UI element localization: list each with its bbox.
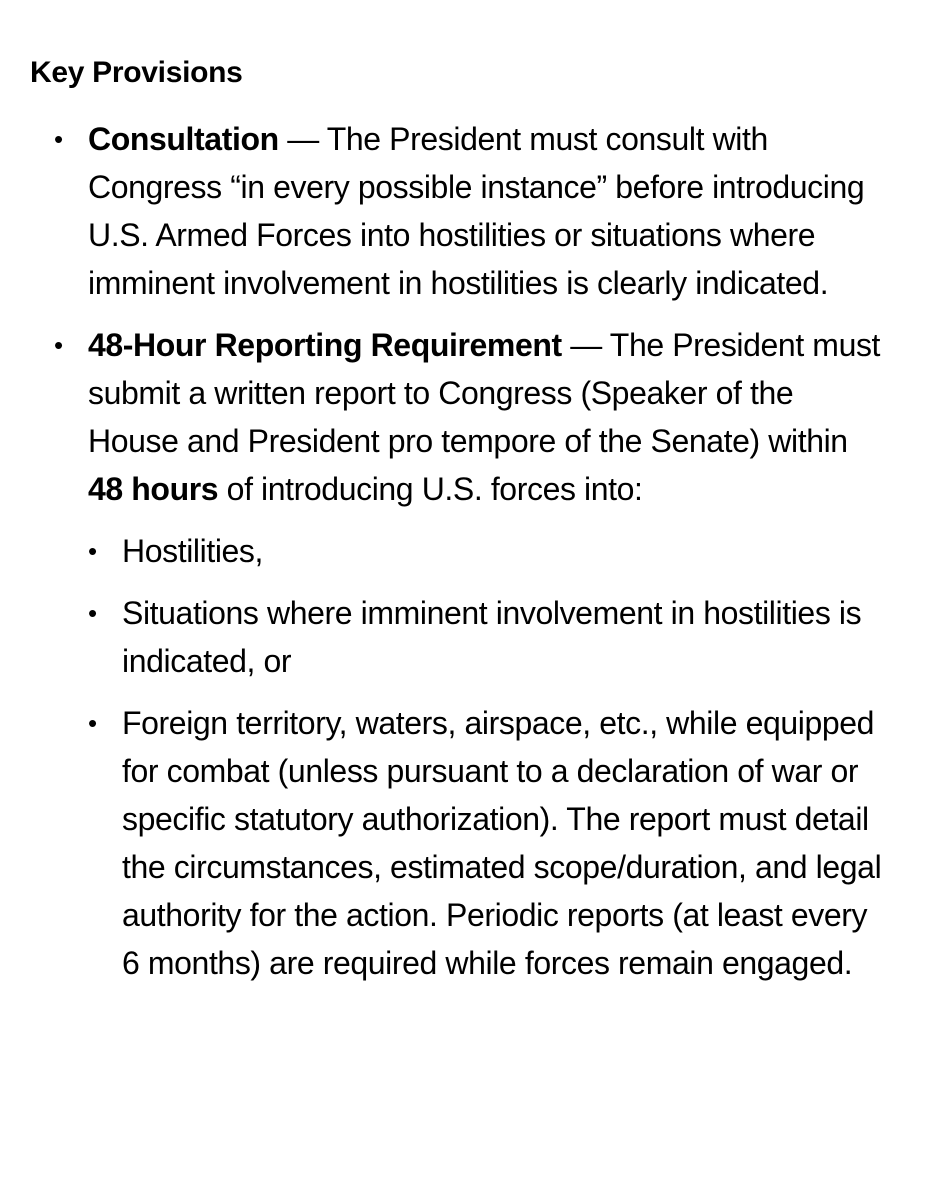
item-text: The President must submit a written report to Congress (Speaker of the House and President pro tempore of the Senate) within (88, 327, 881, 459)
section-heading: Key Provisions (30, 56, 243, 89)
sublist-item (88, 589, 890, 685)
list-item-reporting (30, 321, 890, 987)
reporting-sublist (88, 527, 890, 987)
list-item-consultation (30, 115, 890, 307)
provisions-list (30, 115, 925, 987)
item-text: The President must consult with Congress “in every possible instance” before introducing U.S. Armed Forces into hostilities or situations where imminent involvement in hostilities is clearly indicated. (88, 121, 865, 301)
item-text-after: of introducing U.S. forces into: (218, 471, 643, 507)
bullet-icon: • (54, 330, 63, 360)
bullet-icon: • (88, 598, 97, 628)
item-emphasis: 48 hours (88, 471, 219, 507)
sublist-item (88, 699, 890, 987)
sublist-item (88, 527, 890, 575)
bullet-icon: • (88, 708, 97, 738)
bullet-icon: • (88, 536, 97, 566)
sublist-item-text: Hostilities, (122, 533, 264, 569)
sublist-item-text: Situations where imminent involvement in hostilities is indicated, or (122, 595, 862, 679)
item-term: 48-Hour Reporting Requirement (88, 327, 562, 363)
bullet-icon: • (54, 124, 63, 154)
item-term: Consultation (88, 121, 279, 157)
item-separator: — (278, 121, 327, 157)
sublist-item-text: Foreign territory, waters, airspace, etc., while equipped for combat (unless pursuant to a declaration of war or specific statutory authorization). The report must detail the circumstances, estimated scope/duration, and legal authority for the action. Periodic reports (at least every 6 months) are required while forces remain engaged. (122, 705, 882, 981)
item-separator: — (561, 327, 610, 363)
